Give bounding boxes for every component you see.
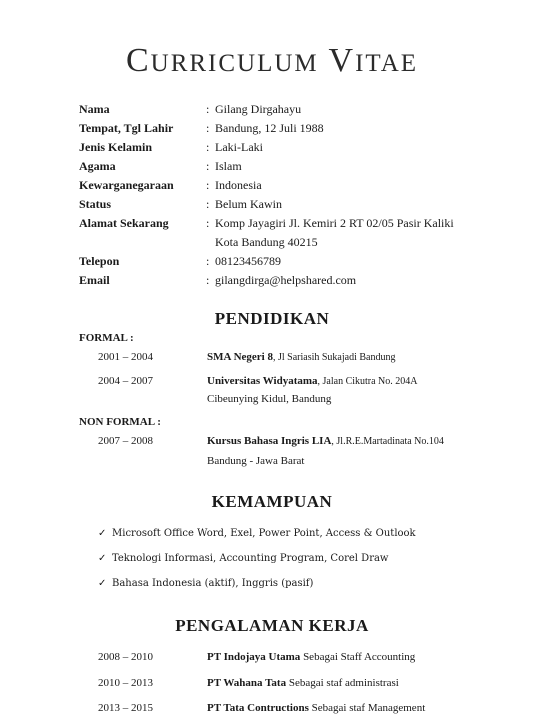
edu-detail-cont: Bandung - Jawa Barat xyxy=(207,455,305,467)
exp-years: 2008 – 2010 xyxy=(98,651,153,663)
colon: : xyxy=(206,273,210,287)
skill-text: Teknologi Informasi, Accounting Program, Corel Draw xyxy=(112,553,389,564)
skill-item xyxy=(98,574,416,599)
exp-text xyxy=(207,648,415,667)
edu-years: 2004 – 2007 xyxy=(98,375,153,387)
exp-text xyxy=(207,699,425,718)
edu-text xyxy=(207,432,527,451)
personal-value: Islam xyxy=(215,159,242,173)
exp-role: Sebagai staf administrasi xyxy=(286,677,399,689)
edu-school: Universitas Widyatama xyxy=(207,375,318,387)
exp-company: PT Indojaya Utama xyxy=(207,651,301,663)
section-heading-kemampuan: KEMAMPUAN xyxy=(211,492,333,511)
colon: : xyxy=(206,216,210,230)
colon: : xyxy=(206,121,210,135)
title-initial-c: C xyxy=(125,42,151,79)
colon: : xyxy=(206,140,210,154)
personal-value: Belum Kawin xyxy=(215,197,282,211)
check-icon: ✓ xyxy=(98,528,107,539)
cv-title xyxy=(0,42,544,80)
title-initial-v: V xyxy=(328,42,356,79)
skill-item xyxy=(98,524,416,549)
skills-list xyxy=(98,524,416,599)
colon: : xyxy=(206,197,210,211)
edu-years: 2007 – 2008 xyxy=(98,435,153,447)
edu-text xyxy=(207,348,527,367)
edu-years: 2001 – 2004 xyxy=(98,351,153,363)
personal-label: Nama xyxy=(79,102,110,116)
exp-text xyxy=(207,674,399,693)
skill-item xyxy=(98,549,416,574)
edu-detail-cont: Cibeunying Kidul, Bandung xyxy=(207,393,332,405)
personal-row-alamat-cont xyxy=(79,233,519,252)
edu-text xyxy=(207,372,527,391)
personal-row-agama xyxy=(79,157,519,176)
personal-value-cont: Kota Bandung 40215 xyxy=(215,235,318,249)
personal-value: Indonesia xyxy=(215,178,262,192)
section-heading-pengalaman: PENGALAMAN KERJA xyxy=(175,616,369,635)
colon: : xyxy=(206,102,210,116)
skill-text: Microsoft Office Word, Exel, Power Point, Access & Outlook xyxy=(112,528,416,539)
nonformal-label: NON FORMAL : xyxy=(79,416,161,428)
personal-label: Email xyxy=(79,273,110,287)
personal-row-status xyxy=(79,195,519,214)
personal-row-alamat xyxy=(79,214,519,233)
personal-value: Bandung, 12 Juli 1988 xyxy=(215,121,324,135)
check-icon: ✓ xyxy=(98,578,107,589)
personal-label: Agama xyxy=(79,159,116,173)
edu-detail: , Jalan Cikutra No. 204A xyxy=(317,376,418,387)
personal-value: 08123456789 xyxy=(215,254,281,268)
colon: : xyxy=(206,159,210,173)
title-word-itae: ITAE xyxy=(355,50,419,77)
personal-label: Status xyxy=(79,197,112,211)
exp-company: PT Wahana Tata xyxy=(207,677,287,689)
exp-role: Sebagai staf Management xyxy=(308,702,426,714)
personal-value: Gilang Dirgahayu xyxy=(215,102,302,116)
personal-label: Jenis Kelamin xyxy=(79,140,153,154)
section-heading-pendidikan: PENDIDIKAN xyxy=(214,309,330,328)
personal-label: Tempat, Tgl Lahir xyxy=(79,121,174,135)
exp-role: Sebagai Staff Accounting xyxy=(300,651,416,663)
exp-company: PT Tata Contructions xyxy=(207,702,309,714)
personal-row-kewarganegaraan xyxy=(79,176,519,195)
personal-row-jenis-kelamin xyxy=(79,138,519,157)
edu-school: Kursus Bahasa Ingris LIA xyxy=(207,435,332,447)
personal-value: Laki-Laki xyxy=(215,140,263,154)
personal-row-telepon xyxy=(79,252,519,271)
colon: : xyxy=(206,178,210,192)
exp-years: 2010 – 2013 xyxy=(98,677,153,689)
personal-label: Alamat Sekarang xyxy=(79,216,169,230)
edu-school: SMA Negeri 8 xyxy=(207,351,273,363)
exp-years: 2013 – 2015 xyxy=(98,702,153,714)
personal-row-email xyxy=(79,271,519,290)
personal-value: gilangdirga@helpshared.com xyxy=(215,273,357,287)
personal-row-nama xyxy=(79,100,519,119)
formal-label: FORMAL : xyxy=(79,332,134,344)
colon: : xyxy=(206,254,210,268)
personal-label: Telepon xyxy=(79,254,120,268)
edu-detail: , Jl.R.E.Martadinata No.104 xyxy=(331,436,444,447)
personal-info xyxy=(79,100,519,290)
personal-value: Komp Jayagiri Jl. Kemiri 2 RT 02/05 Pasir Kaliki xyxy=(215,216,454,230)
check-icon: ✓ xyxy=(98,553,107,564)
title-word-urriculum: URRICULUM xyxy=(150,50,319,77)
personal-label: Kewarganegaraan xyxy=(79,178,174,192)
edu-detail: , Jl Sariasih Sukajadi Bandung xyxy=(272,352,396,363)
skill-text: Bahasa Indonesia (aktif), Inggris (pasif) xyxy=(112,578,314,589)
personal-row-ttl xyxy=(79,119,519,138)
